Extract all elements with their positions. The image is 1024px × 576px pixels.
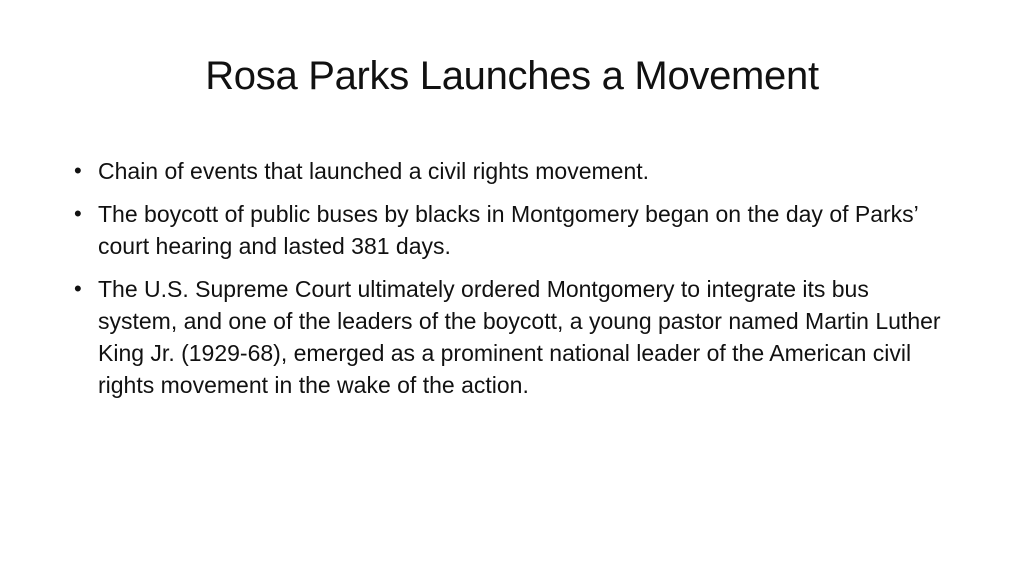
bullet-text: The boycott of public buses by blacks in Montgomery began on the day of Parks’ court hearing and lasted 381 days.	[98, 201, 918, 259]
bullet-text: Chain of events that launched a civil rights movement.	[98, 158, 650, 184]
bullet-item	[74, 198, 954, 262]
bullet-item	[74, 155, 954, 187]
slide-title: Rosa Parks Launches a Movement	[205, 54, 819, 98]
bullet-item	[74, 273, 954, 401]
bullet-list	[74, 155, 954, 412]
bullet-icon: •	[74, 201, 82, 226]
bullet-icon: •	[74, 158, 82, 183]
bullet-icon: •	[74, 276, 82, 301]
bullet-text: The U.S. Supreme Court ultimately ordered Montgomery to integrate its bus system, and one of the leaders of the boycott, a young pastor named Martin Luther King Jr. (1929-68), emerged as a prominent national leader of the American civil rights movement in the wake of the action.	[98, 276, 941, 398]
